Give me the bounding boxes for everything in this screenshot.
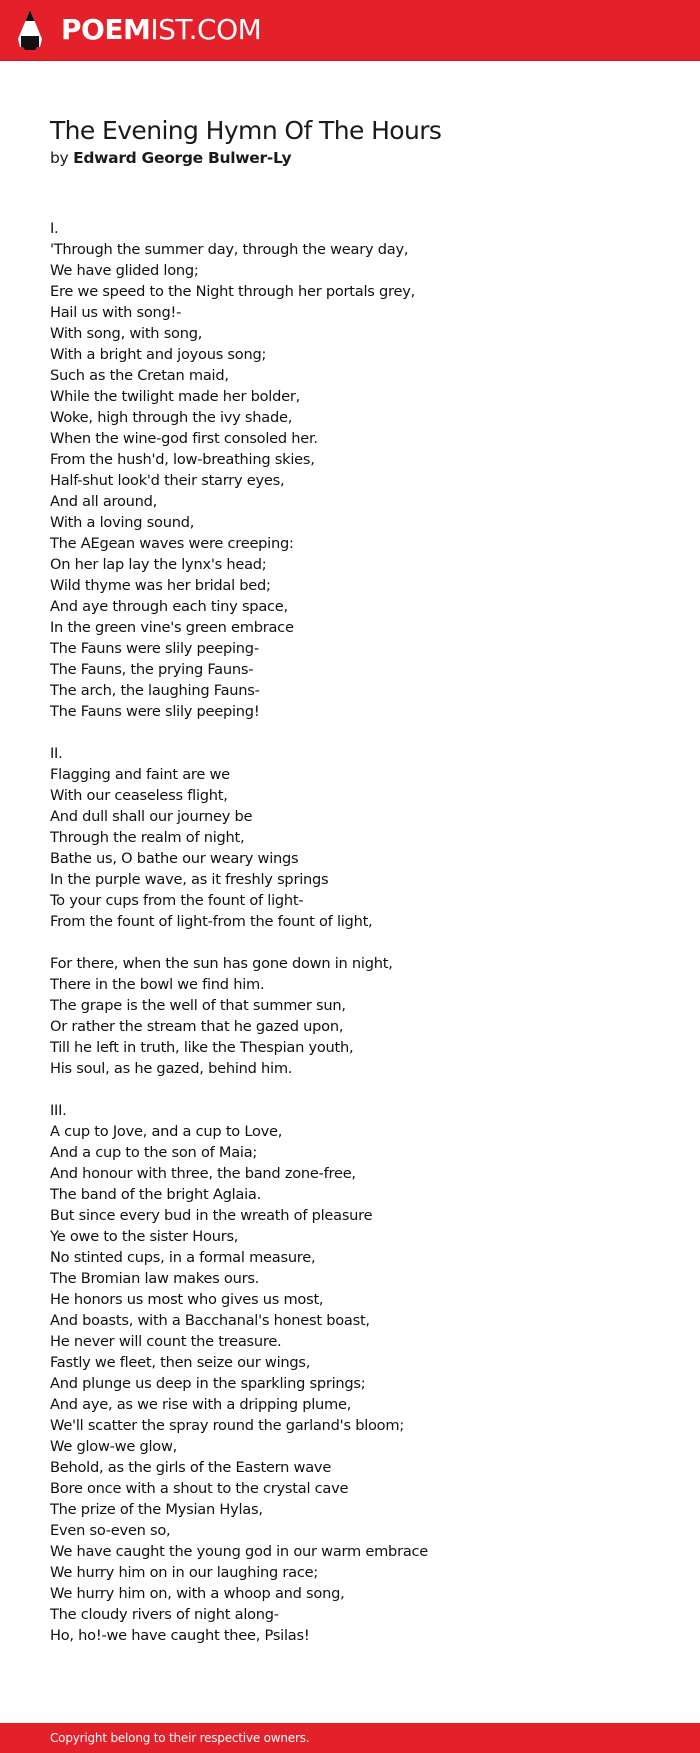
- poem-line: The prize of the Mysian Hylas,: [50, 1501, 263, 1518]
- pencil-icon[interactable]: [16, 9, 44, 51]
- poem-line: Ho, ho!-we have caught thee, Psilas!: [50, 1627, 310, 1644]
- poem-line: With a loving sound,: [50, 514, 195, 531]
- poem-line: From the fount of light-from the fount of light,: [50, 913, 373, 930]
- poem-line: Bore once with a shout to the crystal cave: [50, 1480, 349, 1497]
- poem-line: The band of the bright Aglaia.: [50, 1186, 262, 1203]
- copyright-text: Copyright belong to their respective owners.: [50, 1731, 310, 1745]
- poem-line: To your cups from the fount of light-: [50, 892, 304, 909]
- poem-line: Behold, as the girls of the Eastern wave: [50, 1459, 332, 1476]
- poem-line: We glow-we glow,: [50, 1438, 178, 1455]
- poem-line: The AEgean waves were creeping:: [50, 535, 294, 552]
- poem-line: And aye through each tiny space,: [50, 598, 288, 615]
- poem-line: 'Through the summer day, through the weary day,: [50, 241, 409, 258]
- logo-text-light: IST.COM: [150, 13, 262, 46]
- poem-line: The Fauns, the prying Fauns-: [50, 661, 254, 678]
- poem-line: His soul, as he gazed, behind him.: [50, 1060, 293, 1077]
- byline: [50, 147, 291, 169]
- site-footer: [0, 1723, 700, 1753]
- author-name: Edward George Bulwer-Ly: [73, 149, 292, 167]
- poem-line: The cloudy rivers of night along-: [50, 1606, 279, 1623]
- site-header: [0, 0, 700, 61]
- poem-line: And all around,: [50, 493, 158, 510]
- poem-line: And a cup to the son of Maia;: [50, 1144, 258, 1161]
- poem-line: We'll scatter the spray round the garland's bloom;: [50, 1417, 404, 1434]
- poem-line: Such as the Cretan maid,: [50, 367, 229, 384]
- poem-line: With song, with song,: [50, 325, 203, 342]
- poem-title: The Evening Hymn Of The Hours: [50, 116, 442, 145]
- poem-line: Through the realm of night,: [50, 829, 245, 846]
- poem-line: We hurry him on, with a whoop and song,: [50, 1585, 345, 1602]
- poem-line: He honors us most who gives us most,: [50, 1291, 324, 1308]
- poem-body: [50, 218, 650, 1646]
- poem-line: When the wine-god first consoled her.: [50, 430, 318, 447]
- poem-line: With a bright and joyous song;: [50, 346, 267, 363]
- poem-line: And aye, as we rise with a dripping plume,: [50, 1396, 352, 1413]
- site-logo[interactable]: [61, 13, 261, 47]
- poem-line: Ye owe to the sister Hours,: [50, 1228, 239, 1245]
- poem-line: Flagging and faint are we: [50, 766, 230, 783]
- by-label: by: [50, 149, 69, 167]
- poem-line: On her lap lay the lynx's head;: [50, 556, 267, 573]
- poem-line: Hail us with song!-: [50, 304, 182, 321]
- stanza-break: [50, 932, 650, 953]
- poem-line: And dull shall our journey be: [50, 808, 253, 825]
- poem-line: Or rather the stream that he gazed upon,: [50, 1018, 344, 1035]
- poem-line: II.: [50, 745, 63, 762]
- poem-line: He never will count the treasure.: [50, 1333, 282, 1350]
- poem-line: Even so-even so,: [50, 1522, 171, 1539]
- poem-line: And boasts, with a Bacchanal's honest boast,: [50, 1312, 370, 1329]
- poem-line: And plunge us deep in the sparkling springs;: [50, 1375, 366, 1392]
- poem-line: Fastly we fleet, then seize our wings,: [50, 1354, 311, 1371]
- poem-line: Bathe us, O bathe our weary wings: [50, 850, 299, 867]
- poem-line: Wild thyme was her bridal bed;: [50, 577, 271, 594]
- poem-line: But since every bud in the wreath of pleasure: [50, 1207, 373, 1224]
- stanza-break: [50, 722, 650, 743]
- poem-line: A cup to Jove, and a cup to Love,: [50, 1123, 283, 1140]
- poem-line: We hurry him on in our laughing race;: [50, 1564, 319, 1581]
- poem-line: Half-shut look'd their starry eyes,: [50, 472, 285, 489]
- poem-line: From the hush'd, low-breathing skies,: [50, 451, 315, 468]
- poem-line: III.: [50, 1102, 67, 1119]
- poem-line: The Fauns were slily peeping-: [50, 640, 259, 657]
- poem-line: We have glided long;: [50, 262, 199, 279]
- poem-line: The arch, the laughing Fauns-: [50, 682, 260, 699]
- poem-line: Till he left in truth, like the Thespian youth,: [50, 1039, 354, 1056]
- poem-line: We have caught the young god in our warm embrace: [50, 1543, 429, 1560]
- poem-line: There in the bowl we find him.: [50, 976, 265, 993]
- poem-line: Woke, high through the ivy shade,: [50, 409, 293, 426]
- poem-line: In the purple wave, as it freshly springs: [50, 871, 329, 888]
- poem-line: For there, when the sun has gone down in night,: [50, 955, 393, 972]
- poem-line: The Fauns were slily peeping!: [50, 703, 260, 720]
- poem-line: In the green vine's green embrace: [50, 619, 294, 636]
- poem-line: Ere we speed to the Night through her portals grey,: [50, 283, 415, 300]
- logo-text-bold: POEM: [61, 13, 151, 46]
- poem-line: No stinted cups, in a formal measure,: [50, 1249, 316, 1266]
- poem-line: While the twilight made her bolder,: [50, 388, 300, 405]
- poem-line: I.: [50, 220, 59, 237]
- stanza-break: [50, 1079, 650, 1100]
- poem-line: And honour with three, the band zone-free,: [50, 1165, 356, 1182]
- poem-line: The Bromian law makes ours.: [50, 1270, 260, 1287]
- poem-line: With our ceaseless flight,: [50, 787, 228, 804]
- poem-line: The grape is the well of that summer sun,: [50, 997, 346, 1014]
